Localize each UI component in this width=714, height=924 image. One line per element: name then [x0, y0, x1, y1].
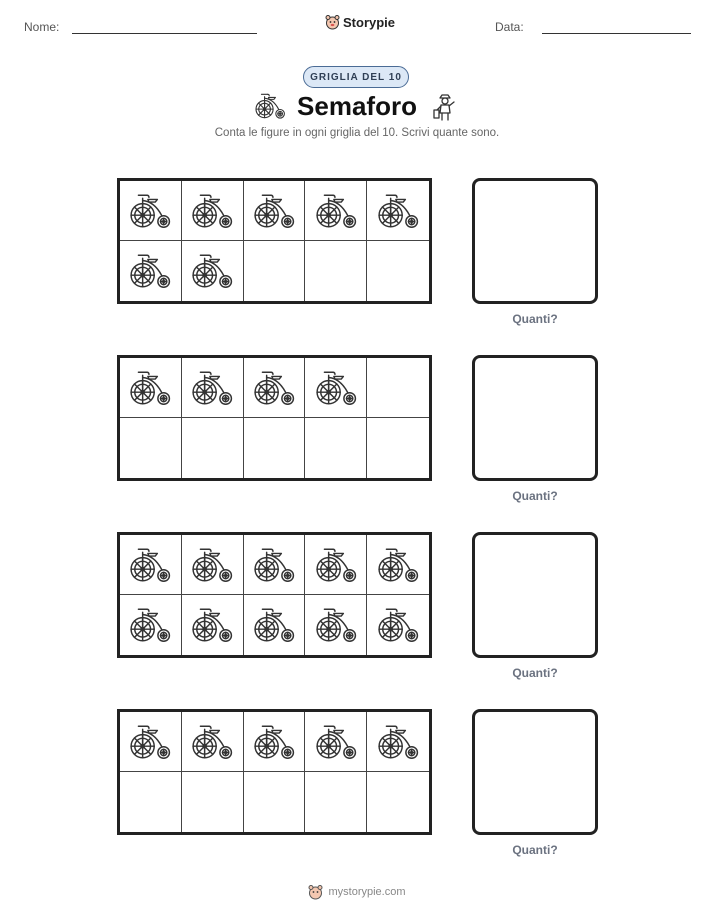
ten-frame-cell: [367, 772, 429, 832]
ten-frame-cell: [367, 535, 429, 595]
page-title: Semaforo: [297, 91, 417, 121]
ten-frame-cell: [120, 535, 182, 595]
penny-farthing-bicycle-icon: [129, 546, 171, 584]
ten-frame-cell: [182, 358, 244, 418]
ten-frame-1: [117, 178, 432, 304]
ten-frame-cell: [367, 181, 429, 241]
penny-farthing-bicycle-icon: [129, 252, 171, 290]
ten-frame-cell: [244, 358, 306, 418]
answer-label-2: Quanti?: [512, 489, 558, 503]
answer-label-3: Quanti?: [512, 666, 558, 680]
ten-frame-cell: [305, 595, 367, 655]
ten-frame-cell: [305, 772, 367, 832]
ten-frame-3: [117, 532, 432, 658]
ten-frame-2: [117, 355, 432, 481]
penny-farthing-bicycle-icon: [191, 369, 233, 407]
penny-farthing-bicycle-icon: [129, 369, 171, 407]
ten-frame-cell: [182, 712, 244, 772]
ten-frame-cell: [120, 712, 182, 772]
ten-frame-cell: [367, 595, 429, 655]
penny-farthing-bicycle-icon: [377, 192, 419, 230]
date-label: Data:: [495, 20, 524, 34]
ten-frame-cell: [120, 358, 182, 418]
ten-frame-cell: [182, 595, 244, 655]
ten-frame-cell: [120, 418, 182, 478]
penny-farthing-bicycle-icon: [253, 723, 295, 761]
penny-farthing-bicycle-icon: [315, 606, 357, 644]
ten-frame-cell: [305, 181, 367, 241]
penny-farthing-bicycle-icon: [191, 606, 233, 644]
penny-farthing-bicycle-icon: [253, 369, 295, 407]
brand-logo: [325, 14, 395, 30]
ten-frame-cell: [305, 418, 367, 478]
penny-farthing-bicycle-icon: [253, 192, 295, 230]
ten-frame-cell: [182, 535, 244, 595]
ten-frame-cell: [305, 535, 367, 595]
penny-farthing-bicycle-icon: [191, 252, 233, 290]
penny-farthing-bicycle-icon: [253, 546, 295, 584]
ten-frame-4: [117, 709, 432, 835]
ten-frame-cell: [367, 241, 429, 301]
brand-name: Storypie: [343, 14, 396, 30]
penny-farthing-bicycle-icon: [315, 723, 357, 761]
ten-frame-cell: [120, 595, 182, 655]
answer-box-2[interactable]: [472, 355, 598, 481]
penny-farthing-bicycle-icon: [377, 546, 419, 584]
ten-frame-cell: [305, 712, 367, 772]
ten-frame-cell: [244, 241, 306, 301]
ten-frame-cell: [367, 712, 429, 772]
penny-farthing-bicycle-icon: [191, 192, 233, 230]
penny-farthing-bicycle-icon: [315, 192, 357, 230]
ten-frame-cell: [182, 772, 244, 832]
ten-frame-cell: [244, 712, 306, 772]
ten-frame-cell: [305, 358, 367, 418]
penny-farthing-bicycle-icon: [253, 606, 295, 644]
footer-url: mystorypie.com: [328, 886, 406, 898]
answer-label-1: Quanti?: [512, 312, 558, 326]
ten-frame-cell: [244, 772, 306, 832]
answer-label-4: Quanti?: [512, 843, 558, 857]
penny-farthing-bicycle-icon: [191, 546, 233, 584]
ten-frame-cell: [244, 535, 306, 595]
ten-frame-cell: [244, 181, 306, 241]
date-line: [542, 33, 691, 34]
penny-farthing-bicycle-icon: [129, 723, 171, 761]
answer-box-1[interactable]: [472, 178, 598, 304]
ten-frame-cell: [244, 418, 306, 478]
penny-farthing-bicycle-icon: [191, 723, 233, 761]
penny-farthing-bicycle-icon: [315, 546, 357, 584]
ten-frame-cell: [305, 241, 367, 301]
storypie-mascot-icon: [325, 14, 340, 30]
penny-farthing-bicycle-icon: [377, 723, 419, 761]
ten-frame-cell: [244, 595, 306, 655]
ten-frame-cell: [120, 772, 182, 832]
ten-frame-cell: [182, 418, 244, 478]
penny-farthing-bicycle-icon: [377, 606, 419, 644]
traffic-warden-icon: [433, 91, 457, 121]
penny-farthing-bicycle-icon: [254, 92, 286, 120]
footer: [0, 884, 714, 900]
penny-farthing-bicycle-icon: [129, 192, 171, 230]
ten-frame-cell: [367, 358, 429, 418]
name-line: [72, 33, 257, 34]
storypie-mascot-icon: [308, 884, 323, 900]
worksheet-type-badge: GRIGLIA DEL 10: [303, 66, 409, 88]
answer-box-4[interactable]: [472, 709, 598, 835]
ten-frame-cell: [120, 241, 182, 301]
penny-farthing-bicycle-icon: [315, 369, 357, 407]
instructions: Conta le figure in ogni griglia del 10. Scrivi quante sono.: [214, 127, 500, 139]
name-label: Nome:: [24, 20, 60, 34]
penny-farthing-bicycle-icon: [129, 606, 171, 644]
answer-box-3[interactable]: [472, 532, 598, 658]
ten-frame-cell: [120, 181, 182, 241]
ten-frame-cell: [182, 181, 244, 241]
ten-frame-cell: [182, 241, 244, 301]
ten-frame-cell: [367, 418, 429, 478]
